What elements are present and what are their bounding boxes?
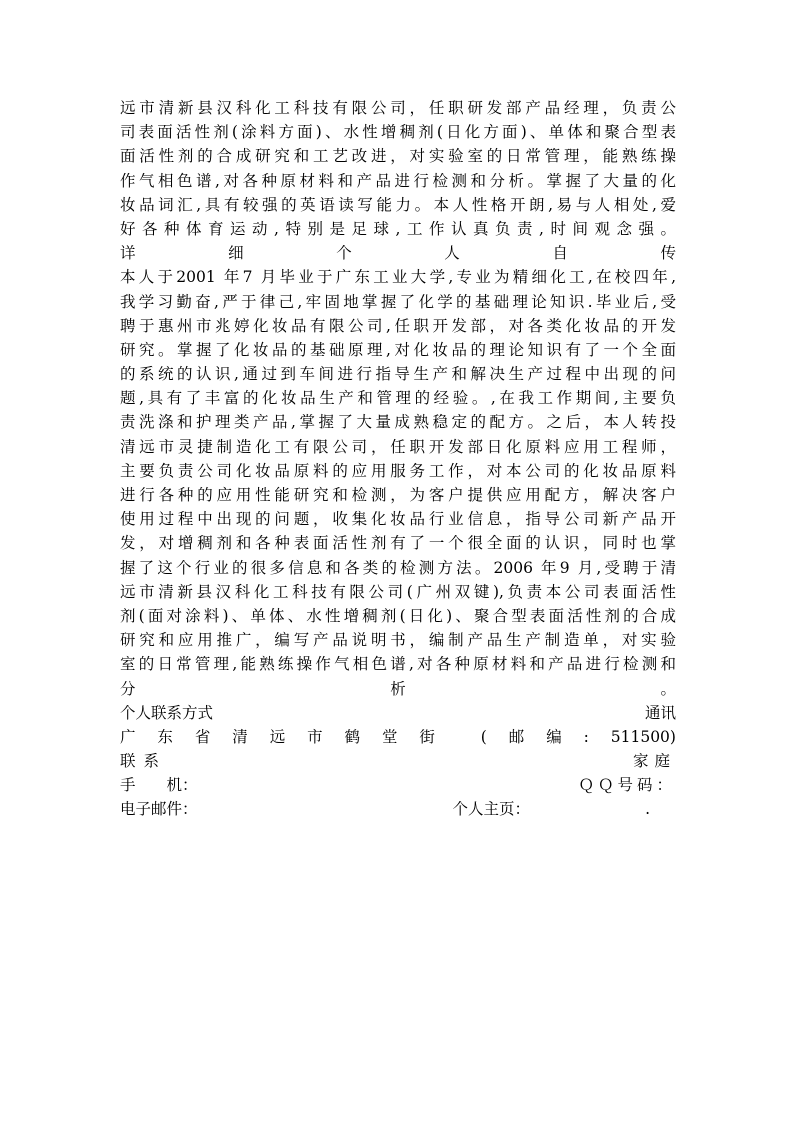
end-char: 分: [120, 679, 136, 698]
email-label: 电子邮件：: [120, 800, 198, 819]
autobiography-heading: [120, 241, 676, 265]
heading-char: 详: [120, 244, 136, 263]
address-char: :: [583, 727, 589, 746]
text-line: 主要负责公司化妆品原料的应用服务工作，对本公司的化妆品原料: [120, 461, 676, 480]
text-line: 发，对增稠剂和各种表面活性剂有了一个很全面的认识，同时也掌: [120, 534, 676, 553]
homepage-end: .: [645, 800, 650, 819]
text-line: 远市清新县汉科化工科技有限公司，任职研发部产品经理，负责公: [120, 99, 676, 117]
heading-char: 个: [336, 244, 352, 263]
address-char: 市: [307, 727, 323, 746]
address-char: 街: [419, 727, 435, 746]
home-label: 家庭: [632, 752, 676, 771]
text-line: 剂(面对涂料)、单体、水性增稠剂(日化)、聚合型表面活性剂的合成: [120, 606, 676, 625]
text-line: 我学习勤奋,严于律己,牢固地掌握了化学的基础理论知识.毕业后,受: [120, 292, 676, 311]
mail-label: 通讯: [644, 703, 676, 722]
text-line: 聘于惠州市兆婷化妆品有限公司,任职开发部，对各类化妆品的开发: [120, 316, 676, 335]
text-line: 清远市灵捷制造化工有限公司，任职开发部日化原料应用工程师，: [120, 437, 676, 456]
text-line-end: [120, 677, 676, 701]
address-char: (: [480, 727, 487, 746]
qq-label: ＱＱ号码：: [578, 776, 676, 795]
intro-paragraph: [120, 96, 676, 241]
heading-char: 人: [444, 244, 460, 263]
address-char: 鹤: [344, 727, 361, 746]
contact-heading: 个人联系方式: [120, 703, 214, 722]
text-line: 握了这个行业的很多信息和各类的检测方法。2006 年9 月,受聘于清: [120, 558, 676, 577]
text-line: 妆品词汇,具有较强的英语读写能力。本人性格开朗,易与人相处,爱: [120, 195, 676, 214]
text-line: 责洗涤和护理类产品,掌握了大量成熟稳定的配方。之后，本人转投: [120, 413, 676, 432]
email-row: [120, 797, 676, 821]
address-char: 省: [194, 727, 211, 746]
text-line: 研究和应用推广，编写产品说明书，编制产品生产制造单，对实验: [120, 631, 676, 650]
autobiography-paragraph: [120, 265, 676, 700]
phone-label: 联系: [120, 752, 168, 771]
text-line: 司表面活性剂(涂料方面)、水性增稠剂(日化方面)、单体和聚合型表: [120, 123, 676, 142]
heading-char: 自: [552, 244, 568, 263]
text-line: 的系统的认识,通过到车间进行指导生产和解决生产过程中出现的问: [120, 365, 676, 384]
text-line: 本人于2001 年7 月毕业于广东工业大学,专业为精细化工,在校四年,: [120, 268, 676, 287]
text-line: 面活性剂的合成研究和工艺改进，对实验室的日常管理，能熟练操: [120, 147, 676, 166]
end-char: 析: [390, 679, 406, 698]
homepage-label: 个人主页：: [452, 800, 531, 819]
document-page: [120, 96, 676, 822]
mobile-label: 手 机：: [120, 776, 198, 795]
text-line: 使用过程中出现的问题，收集化妆品行业信息，指导公司新产品开: [120, 510, 676, 529]
address-char: 邮: [508, 727, 525, 746]
end-char: 。: [660, 679, 676, 698]
contact-section: [120, 701, 676, 822]
address-char: 远: [269, 727, 286, 746]
text-line: 室的日常管理,能熟练操作气相色谱,对各种原材料和产品进行检测和: [120, 655, 676, 674]
address-char: 堂: [381, 727, 398, 746]
text-line: 远市清新县汉科化工科技有限公司(广州双键),负责本公司表面活性: [120, 582, 676, 601]
address-row: [120, 725, 676, 749]
address-char: 广: [120, 727, 136, 746]
contact-heading-row: [120, 701, 676, 725]
phone-row: [120, 749, 676, 773]
heading-char: 细: [228, 244, 244, 263]
text-line: 研究。掌握了化妆品的基础原理,对化妆品的理论知识有了一个全面: [120, 340, 676, 359]
text-line: 题,具有了丰富的化妆品生产和管理的经验。,在我工作期间,主要负: [120, 389, 676, 408]
text-line: 好各种体育运动,特别是足球,工作认真负责,时间观念强。: [120, 219, 676, 238]
text-line: 作气相色谱,对各种原材料和产品进行检测和分析。掌握了大量的化: [120, 171, 676, 190]
postcode: 511500): [610, 727, 676, 746]
heading-char: 传: [660, 244, 676, 263]
mobile-row: [120, 773, 676, 797]
address-char: 东: [157, 727, 173, 746]
text-line: 进行各种的应用性能研究和检测，为客户提供应用配方，解决客户: [120, 486, 676, 504]
address-char: 编: [546, 727, 562, 746]
address-char: 清: [232, 727, 248, 746]
